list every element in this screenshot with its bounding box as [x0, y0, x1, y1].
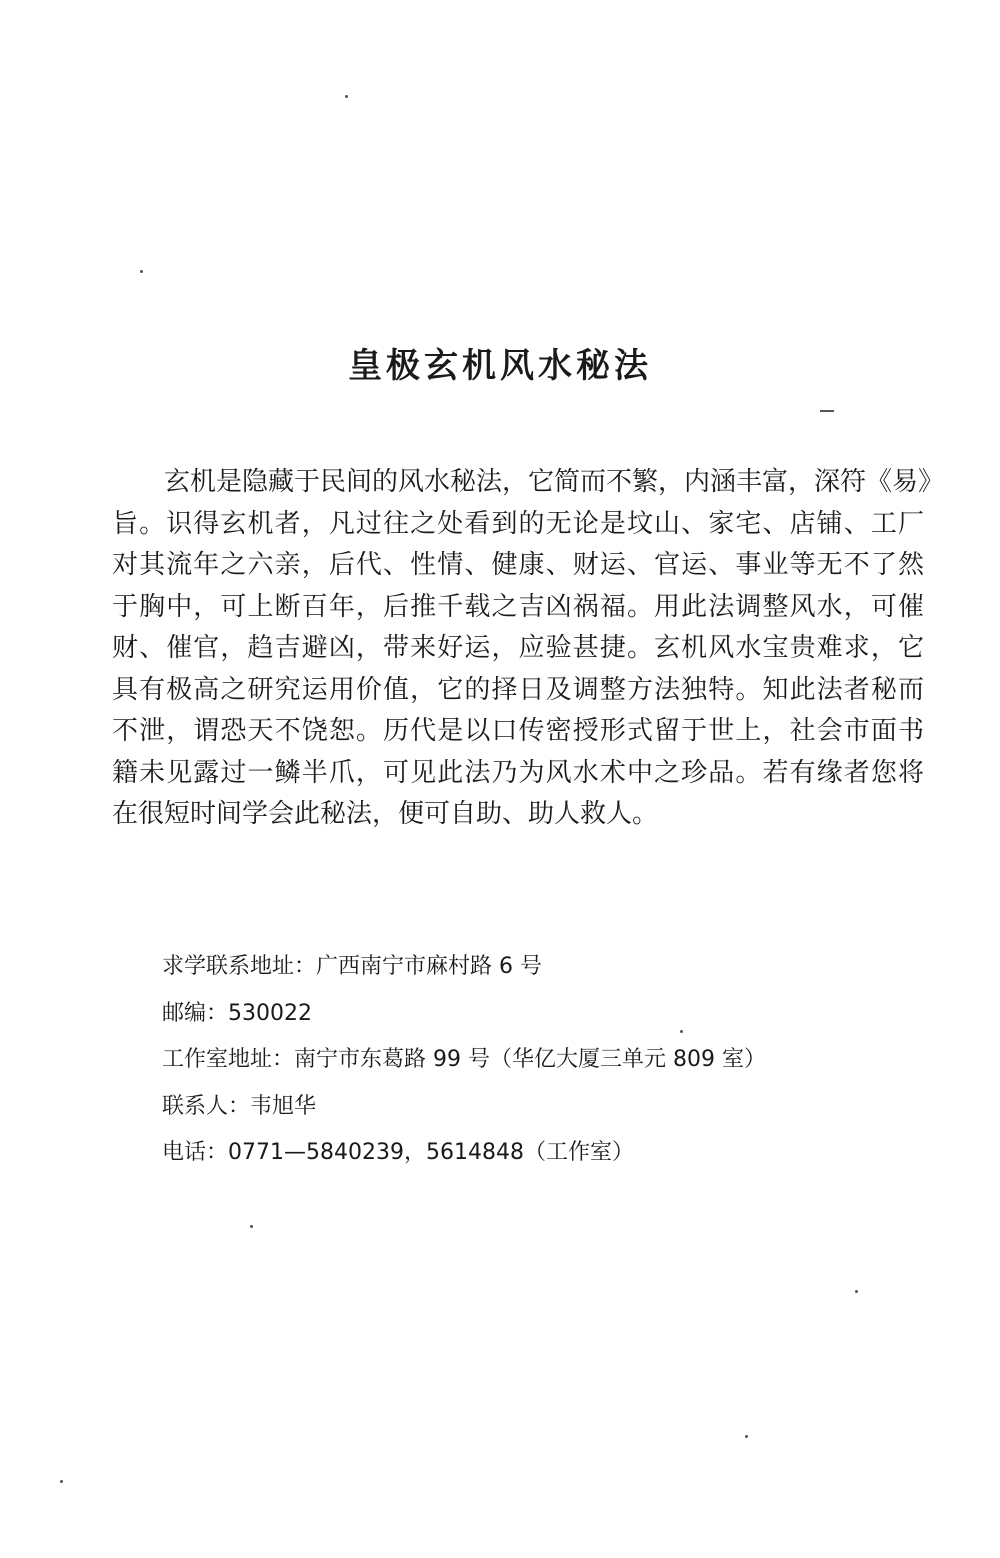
scan-speck — [60, 1480, 63, 1483]
scan-speck — [250, 1225, 253, 1228]
scan-speck — [855, 1290, 858, 1293]
contact-person: 联系人：韦旭华 — [162, 1093, 317, 1119]
contact-studio-address: 工作室地址：南宁市东葛路 99 号（华亿大厦三单元 809 室） — [162, 1047, 766, 1072]
body-line: 对其流年之六亲，后代、性情、健康、财运、官运、事业等无不了然 — [112, 550, 924, 580]
body-line: 在很短时间学会此秘法，便可自助、助人救人。 — [112, 799, 659, 829]
body-line: 籍未见露过一鳞半爪，可见此法乃为风水术中之珍品。若有缘者您将 — [112, 757, 924, 788]
body-paragraph — [112, 462, 945, 836]
contact-phone: 电话：0771—5840239，5614848（工作室） — [162, 1140, 634, 1165]
body-line: 于胸中，可上断百年，后推千载之吉凶祸福。用此法调整风水，可催 — [112, 591, 924, 622]
scan-speck — [745, 1435, 748, 1438]
body-line: 财、催官，趋吉避凶，带来好运，应验甚捷。玄机风水宝贵难求，它 — [112, 633, 924, 663]
scan-speck — [345, 95, 348, 98]
body-line: 不泄，谓恐天不饶恕。历代是以口传密授形式留于世上，社会市面书 — [112, 716, 924, 746]
scan-speck — [680, 1030, 683, 1033]
document-title: 皇极玄机风水秘法 — [348, 346, 652, 386]
body-line: 具有极高之研究运用价值，它的择日及调整方法独特。知此法者秘而 — [112, 674, 924, 705]
contact-postcode: 邮编：530022 — [162, 1000, 312, 1026]
contact-study-address: 求学联系地址：广西南宁市麻村路 6 号 — [162, 954, 542, 979]
body-line: 旨。识得玄机者，凡过往之处看到的无论是坟山、家宅、店铺、工厂 — [112, 508, 924, 539]
body-line: 玄机是隐藏于民间的风水秘法，它简而不繁，内涵丰富，深符《易》 — [164, 467, 945, 497]
contact-info — [162, 944, 766, 1177]
scan-speck — [820, 410, 834, 412]
scan-speck — [140, 270, 143, 273]
